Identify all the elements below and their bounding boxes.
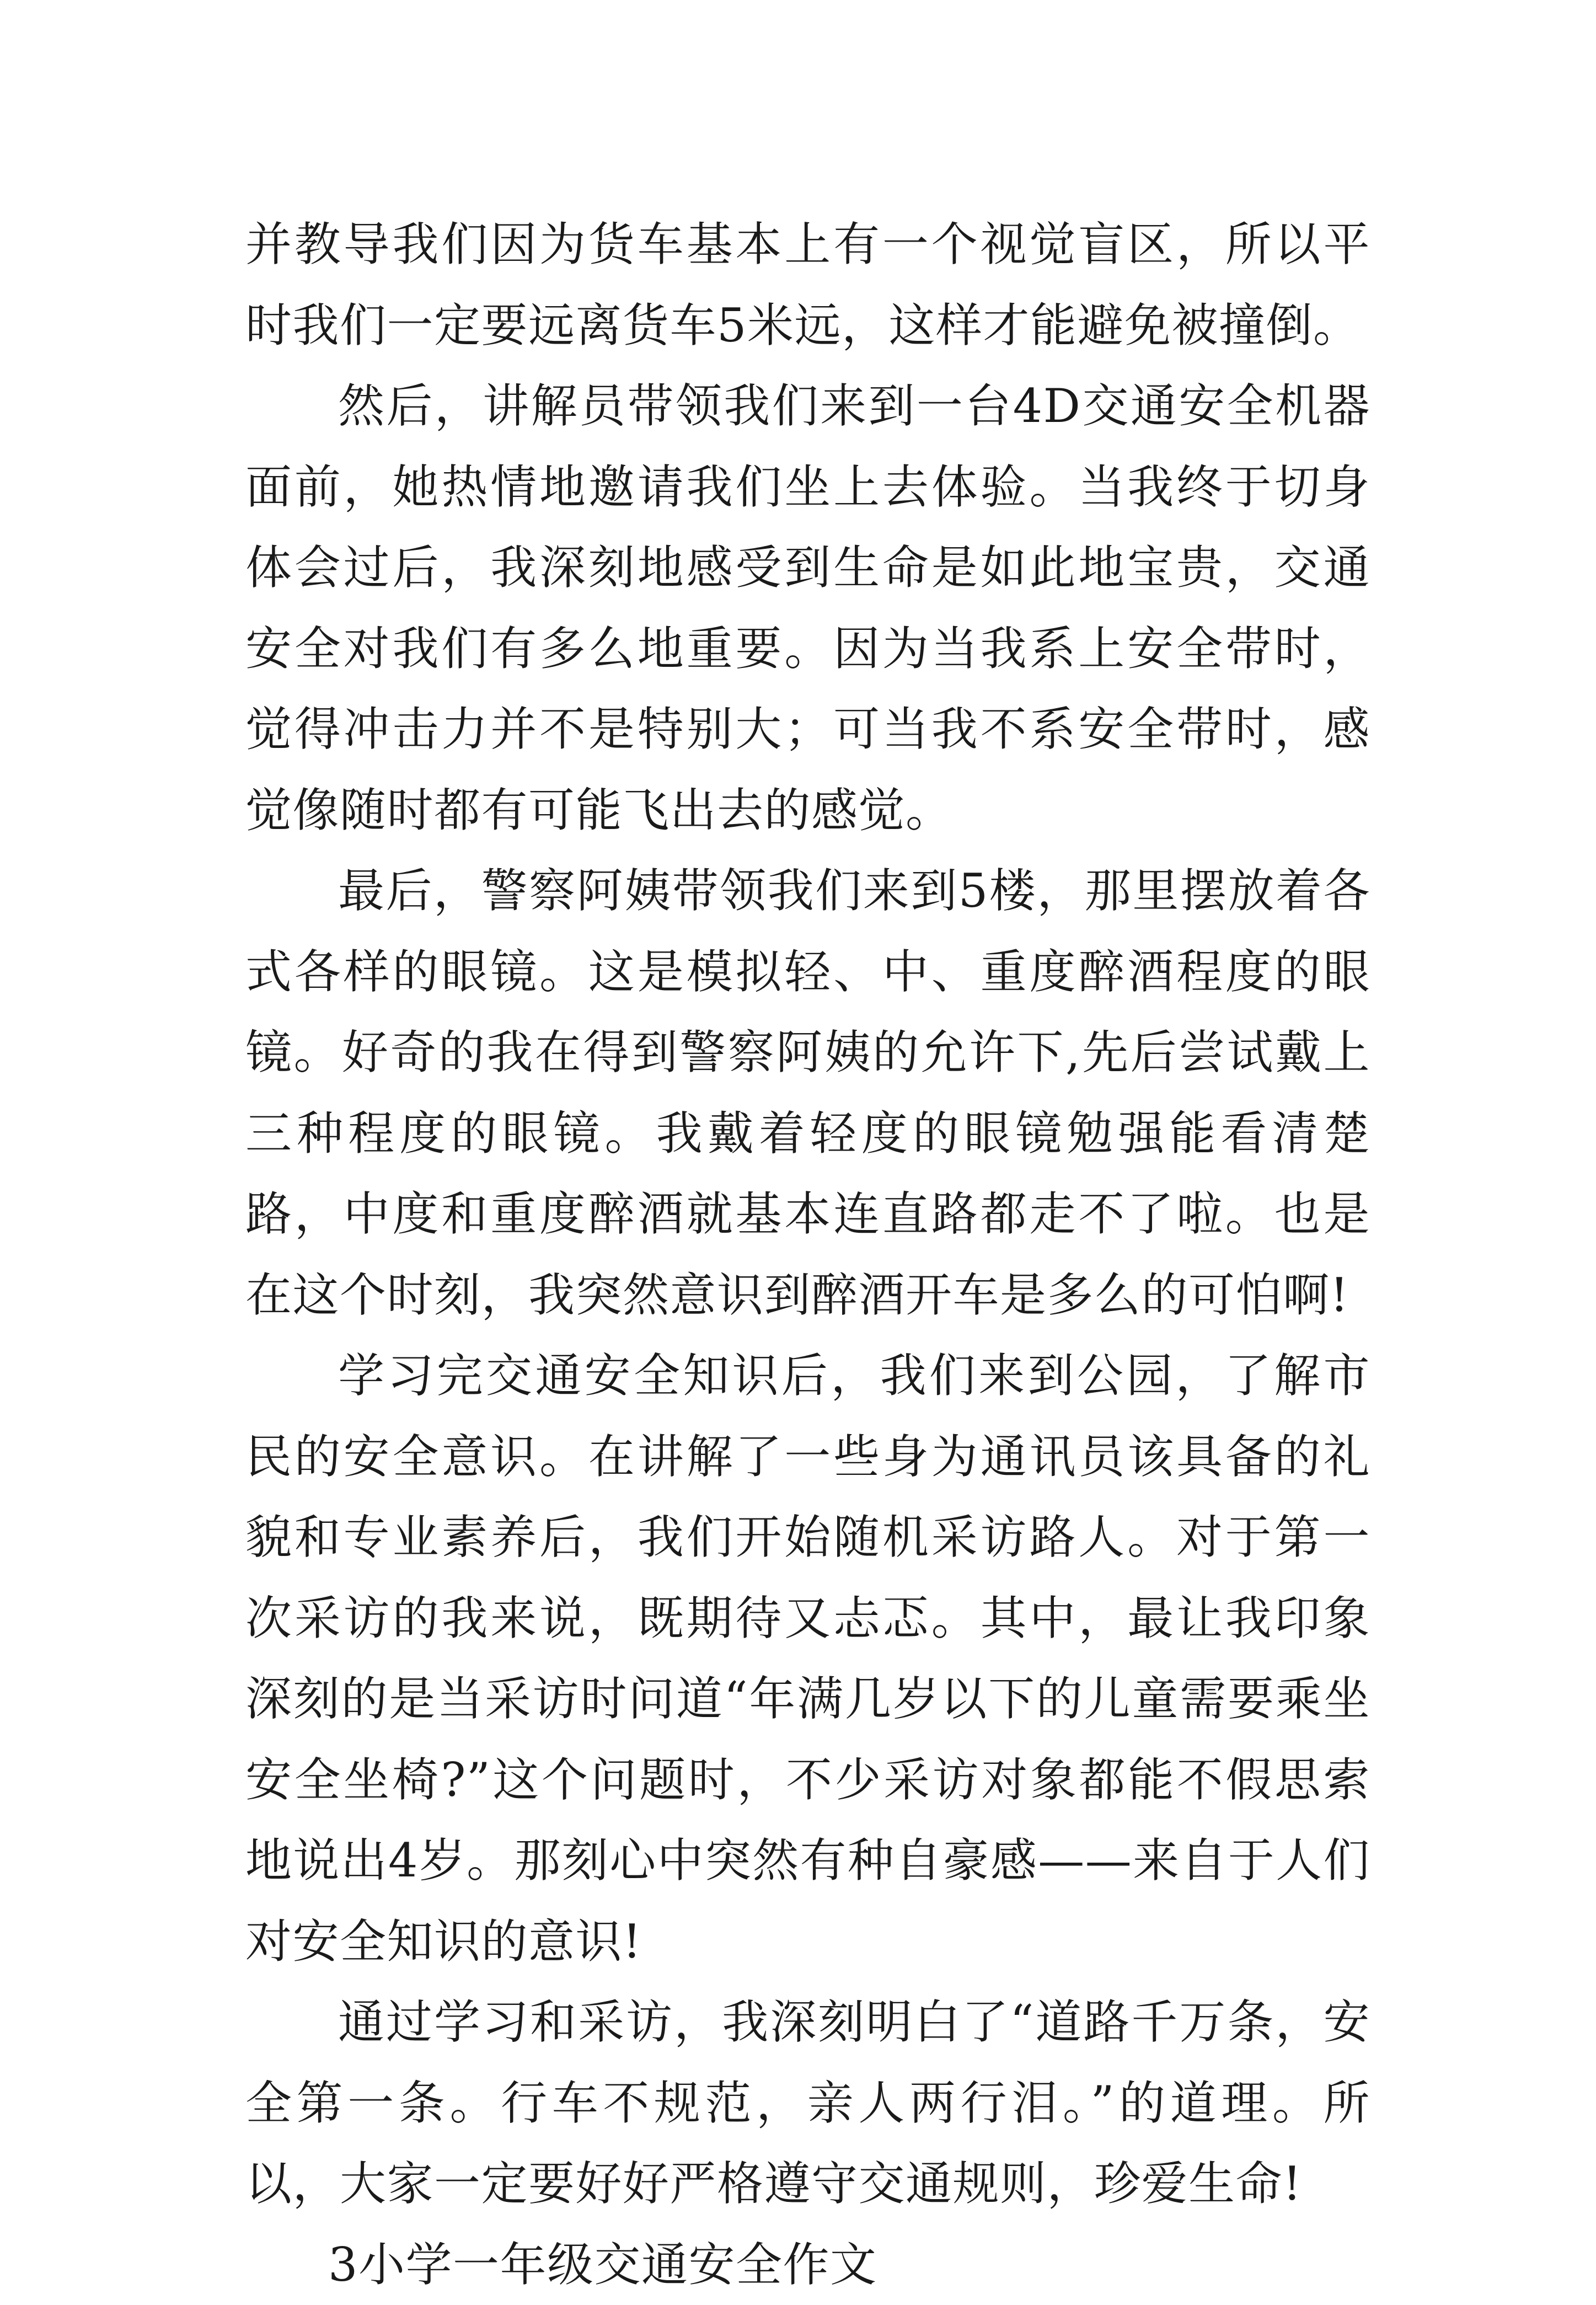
paragraph-4: 学习完交通安全知识后，我们来到公园，了解市民的安全意识。在讲解了一些身为通讯员该具备的礼貌和专业素养后，我们开始随机采访路人。对于第一次采访的我来说，既期待又忐忑。其中，最让我印象深刻的是当采访时问道“年满几岁以下的儿童需要乘坐安全坐椅?”这个问题时，不少采访对象都能不假思索地说出4岁。那刻心中突然有种自豪感——来自于人们对安全知识的意识! (245, 1335, 1370, 1982)
paragraph-2: 然后，讲解员带领我们来到一台4D交通安全机器面前，她热情地邀请我们坐上去体验。当我终于切身体会过后，我深刻地感受到生命是如此地宝贵，交通安全对我们有多么地重要。因为当我系上安全带时，觉得冲击力并不是特别大；可当我不系安全带时，感觉像随时都有可能飞出去的感觉。 (245, 366, 1370, 851)
next-section-heading: 3小学一年级交通安全作文 (245, 2224, 1370, 2305)
paragraph-1: 并教导我们因为货车基本上有一个视觉盲区，所以平时我们一定要远离货车5米远，这样才能避免被撞倒。 (245, 204, 1370, 366)
document-body (245, 204, 1370, 2305)
paragraph-5: 通过学习和采访，我深刻明白了“道路千万条，安全第一条。行车不规范，亲人两行泪。”的道理。所以，大家一定要好好严格遵守交通规则，珍爱生命! (245, 1982, 1370, 2224)
paragraph-3: 最后，警察阿姨带领我们来到5楼，那里摆放着各式各样的眼镜。这是模拟轻、中、重度醉酒程度的眼镜。好奇的我在得到警察阿姨的允许下,先后尝试戴上三种程度的眼镜。我戴着轻度的眼镜勉强能看清楚路，中度和重度醉酒就基本连直路都走不了啦。也是在这个时刻，我突然意识到醉酒开车是多么的可怕啊! (245, 851, 1370, 1335)
